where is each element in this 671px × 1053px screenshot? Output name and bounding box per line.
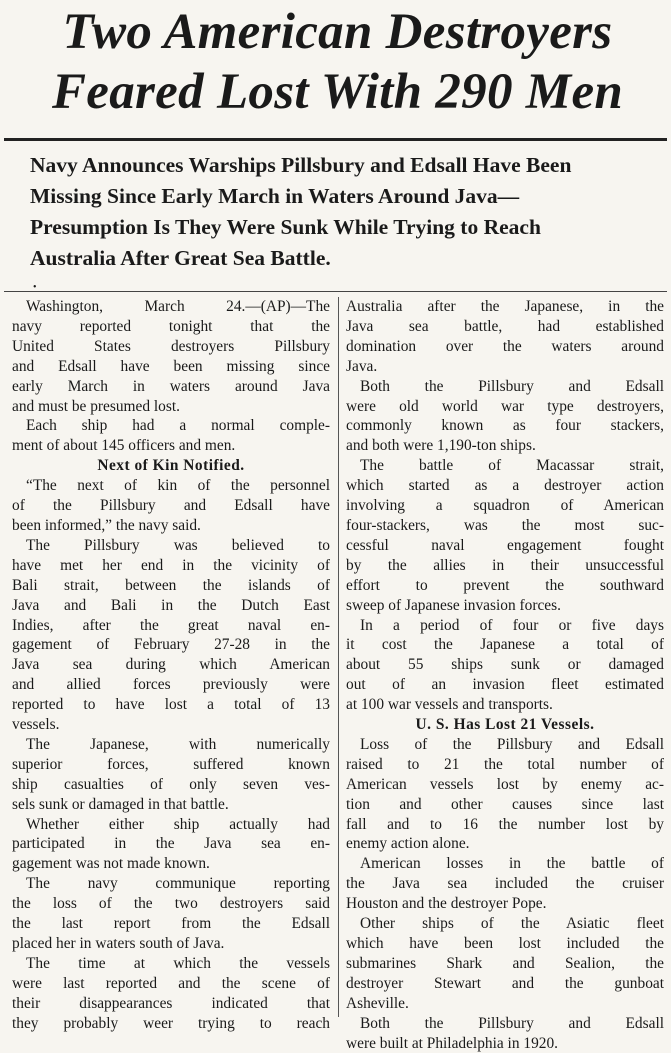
deck-line: Presumption Is They Were Sunk While Trying to Reach	[30, 215, 541, 239]
column-divider	[338, 297, 339, 1017]
right-column-line: Asheville.	[346, 994, 409, 1012]
right-column-line: and both were 1,190-ton ships.	[346, 437, 536, 455]
deck-line: Navy Announces Warships Pillsbury and Edsall Have Been	[30, 153, 572, 177]
right-column-line: The battle of Macassar strait,	[360, 457, 664, 475]
left-column-line: reported to have lost a total of 13	[12, 696, 330, 714]
right-column-line: fall and to 16 the number lost by	[346, 815, 664, 833]
left-column-line: gagement of February 27-28 in the	[12, 636, 330, 654]
right-column-line: four-stackers, was the most suc-	[346, 516, 664, 534]
headline-line: Feared Lost With 290 Men	[51, 64, 624, 120]
deck-line: Australia After Great Sea Battle.	[30, 246, 331, 270]
left-column-line: vessels.	[12, 716, 60, 734]
right-column-line: Java.	[346, 357, 378, 375]
left-column-line: The time at which the vessels	[26, 954, 330, 972]
left-column-line: were last reported and the scene of	[12, 974, 330, 992]
section-rule	[4, 291, 667, 292]
left-column-line: Bali strait, between the islands of	[12, 576, 330, 594]
left-column-line: early March in waters around Java	[12, 377, 330, 395]
left-column-line: Indies, after the great naval en-	[12, 616, 330, 634]
right-column-line: Both the Pillsbury and Edsall	[360, 377, 664, 395]
headline-line: Two American Destroyers	[62, 4, 613, 60]
left-column-line: navy reported tonight that the	[12, 317, 330, 335]
left-column-line: ship casualties of only seven ves-	[12, 775, 330, 793]
left-column-line: “The next of kin of the personnel	[26, 477, 330, 495]
left-column-line: The Pillsbury was believed to	[26, 536, 330, 554]
right-column-line: Java sea battle, had established	[346, 317, 664, 335]
right-column-line: which started as a destroyer action	[346, 477, 664, 495]
right-column-line: Australia after the Japanese, in the	[346, 298, 664, 315]
right-column-line: American vessels lost by enemy ac-	[346, 775, 664, 793]
right-column-line: about 55 ships sunk or damaged	[346, 656, 664, 674]
left-column-line: United States destroyers Pillsbury	[12, 337, 330, 355]
right-column-line: tion and other causes since last	[346, 795, 664, 813]
right-column-line: domination over the waters around	[346, 337, 664, 355]
right-column-line: American losses in the battle of	[360, 855, 664, 873]
left-column-line: Java and Bali in the Dutch East	[12, 596, 330, 614]
left-column-line: sels sunk or damaged in that battle.	[12, 795, 229, 813]
left-column-line: the loss of the two destroyers said	[12, 895, 330, 913]
left-column-line: the last report from the Edsall	[12, 915, 330, 933]
left-column-line: gagement was not made known.	[12, 855, 210, 873]
left-column-line: and must be presumed lost.	[12, 397, 180, 415]
section-subhead: Next of Kin Notified.	[97, 457, 245, 475]
right-column-line: effort to prevent the southward	[346, 576, 664, 594]
right-column-line: cessful naval engagement fought	[346, 536, 664, 554]
right-column-line: out of an invasion fleet estimated	[346, 676, 664, 694]
left-column-line: of the Pillsbury and Edsall have	[12, 497, 330, 515]
left-column-line: Java sea during which American	[12, 656, 330, 674]
left-column-line: Whether either ship actually had	[26, 815, 330, 833]
right-column-line: Both the Pillsbury and Edsall	[360, 1014, 664, 1032]
article-column-left	[12, 297, 330, 1034]
article-column-right	[346, 297, 664, 1053]
right-column-line: Houston and the destroyer Pope.	[346, 895, 547, 913]
deck-line: Missing Since Early March in Waters Around Java—	[30, 184, 520, 208]
right-column-line: Loss of the Pillsbury and Edsall	[360, 735, 664, 753]
left-column-line: and allied forces previously were	[12, 676, 330, 694]
right-column-line: were old world war type destroyers,	[346, 397, 664, 415]
subheadline-deck	[30, 150, 657, 274]
left-column-line: placed her in waters south of Java.	[12, 935, 225, 952]
right-column-line: were built at Philadelphia in 1920.	[346, 1034, 559, 1052]
bullet-mark: •	[33, 282, 37, 293]
left-column-line: superior forces, suffered known	[12, 755, 330, 773]
left-column-line: Each ship had a normal comple-	[26, 417, 330, 435]
right-column-line: sweep of Japanese invasion forces.	[346, 596, 561, 614]
left-column-line: their disappearances indicated that	[12, 994, 330, 1012]
left-column-line: participated in the Java sea en-	[12, 835, 330, 853]
right-column-line: destroyer Stewart and the gunboat	[346, 974, 664, 992]
headline-rule	[4, 138, 667, 141]
right-column-line: In a period of four or five days	[360, 616, 664, 634]
right-column-line: Other ships of the Asiatic fleet	[360, 915, 664, 933]
left-column-line: and Edsall have been missing since	[12, 357, 330, 375]
left-column-line: Washington, March 24.—(AP)—The	[26, 298, 330, 315]
right-column-line: it cost the Japanese a total of	[346, 636, 664, 654]
right-column-line: by the allies in their unsuccessful	[346, 556, 664, 574]
right-column-line: involving a squadron of American	[346, 497, 664, 515]
left-column-line: The navy communique reporting	[26, 875, 330, 893]
section-subhead: U. S. Has Lost 21 Vessels.	[415, 716, 595, 734]
right-column-line: the Java sea included the cruiser	[346, 875, 664, 893]
left-column-line: have met her end in the vicinity of	[12, 556, 330, 574]
left-column-line: ment of about 145 officers and men.	[12, 437, 236, 455]
right-column-line: which have been lost included the	[346, 935, 664, 952]
left-column-line: they probably weer trying to reach	[12, 1014, 330, 1032]
right-column-line: commonly known as four stackers,	[346, 417, 664, 435]
right-column-line: at 100 war vessels and transports.	[346, 696, 553, 714]
right-column-line: submarines Shark and Sealion, the	[346, 954, 664, 972]
right-column-line: raised to 21 the total number of	[346, 755, 664, 773]
right-column-line: enemy action alone.	[346, 835, 470, 853]
left-column-line: The Japanese, with numerically	[26, 735, 330, 753]
left-column-line: been informed,” the navy said.	[12, 516, 201, 534]
headline	[10, 2, 665, 122]
